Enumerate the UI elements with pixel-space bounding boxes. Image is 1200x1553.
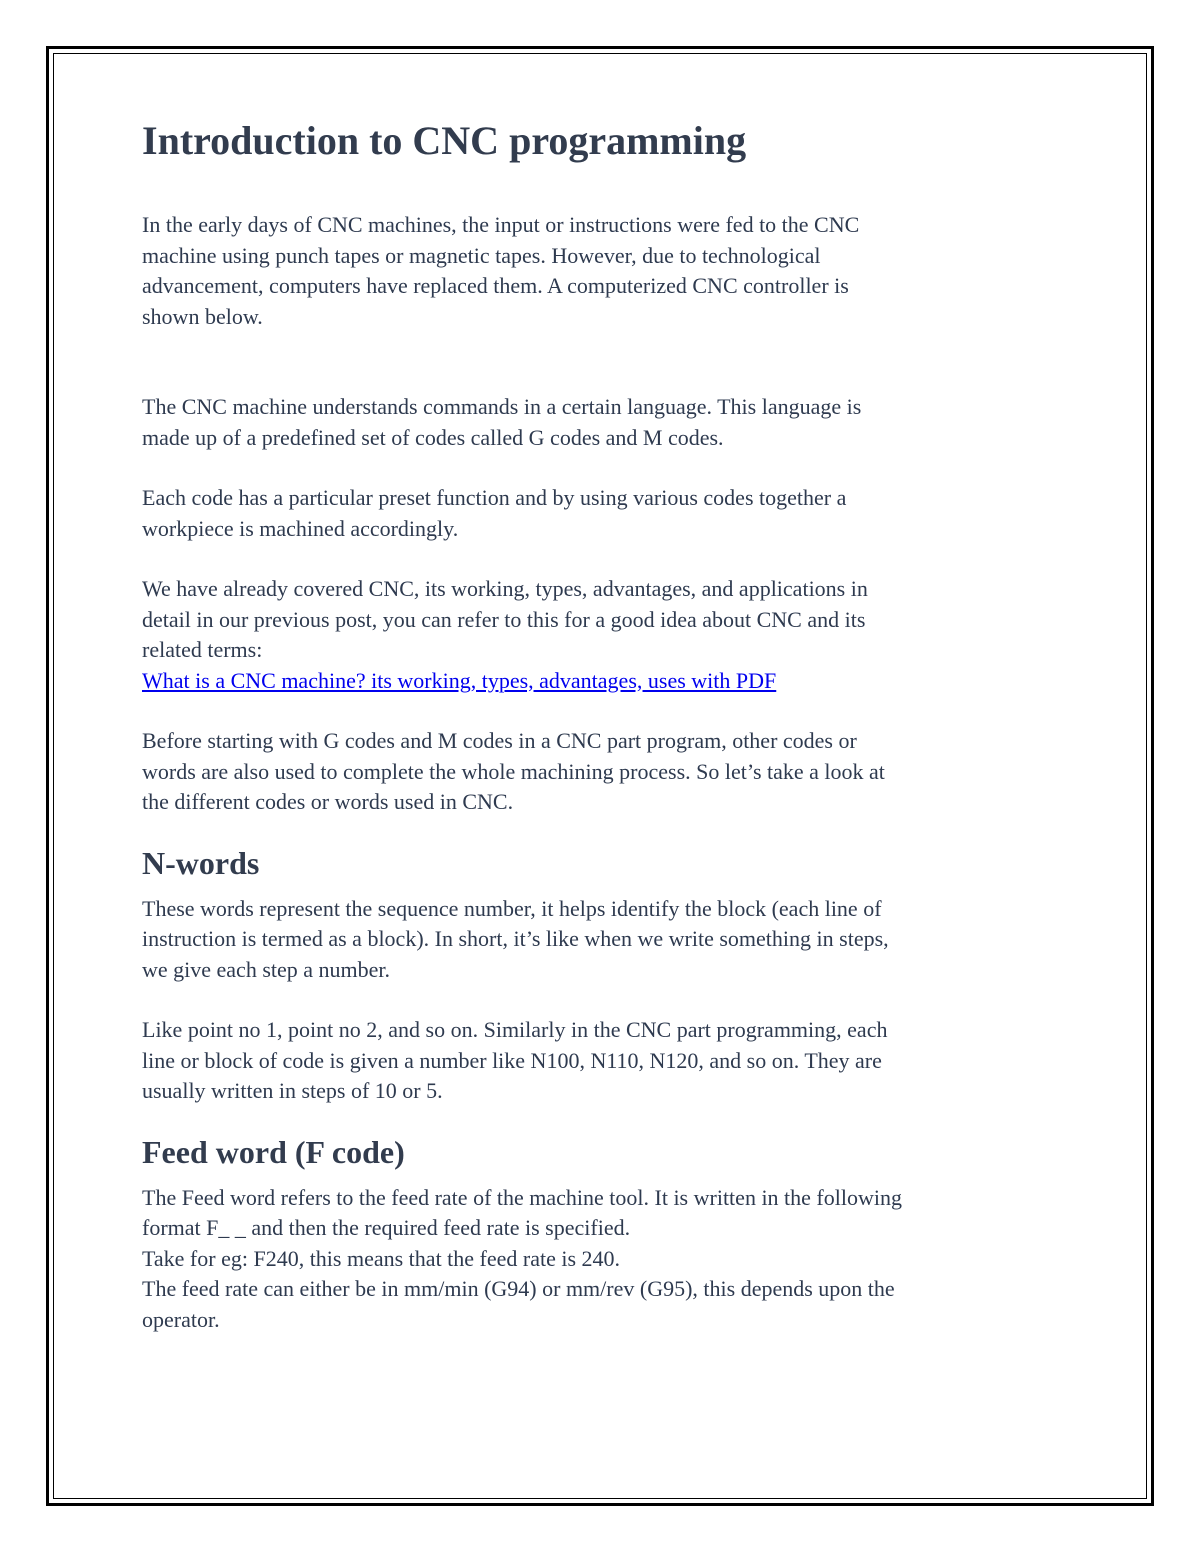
text-line: machine using punch tapes or magnetic tapes. However, due to technological: [142, 242, 821, 268]
preset-paragraph: [142, 483, 1072, 544]
text-line: line or block of code is given a number like N100, N110, N120, and so on. They are: [142, 1047, 882, 1073]
text-line: Before starting with G codes and M codes in a CNC part program, other codes or: [142, 728, 857, 753]
text-line: operator.: [142, 1306, 220, 1332]
text-line: words are also used to complete the whole machining process. So let’s take a look at: [142, 758, 885, 784]
text-line: format F_ _ and then the required feed rate is specified.: [142, 1215, 631, 1240]
cnc-machine-article-link[interactable]: What is a CNC machine? its working, types, advantages, uses with PDF: [142, 667, 777, 693]
n-words-paragraph-2: [142, 1015, 1072, 1107]
text-line: The Feed word refers to the feed rate of the machine tool. It is written in the following: [142, 1184, 902, 1210]
text-line: workpiece is machined accordingly.: [142, 515, 459, 541]
text-line: Take for eg: F240, this means that the feed rate is 240.: [142, 1245, 621, 1271]
text-line: shown below.: [142, 303, 263, 329]
text-line: we give each step a number.: [142, 956, 391, 982]
text-line: We have already covered CNC, its working, types, advantages, and applications in: [142, 576, 868, 601]
n-words-paragraph-1: [142, 894, 1072, 986]
covered-paragraph: [142, 574, 1072, 696]
text-line: related terms:: [142, 637, 263, 662]
text-line: The CNC machine understands commands in a certain language. This language is: [142, 394, 862, 419]
text-line: These words represent the sequence number, it helps identify the block (each line of: [142, 895, 882, 921]
n-words-heading: N-words: [142, 844, 260, 881]
text-line: instruction is termed as a block). In short, it’s like when we write something in steps,: [142, 926, 889, 951]
text-line: usually written in steps of 10 or 5.: [142, 1078, 443, 1103]
language-paragraph: [142, 392, 1072, 453]
text-line: Like point no 1, point no 2, and so on. Similarly in the CNC part programming, each: [142, 1017, 888, 1042]
text-line: The feed rate can either be in mm/min (G94) or mm/rev (G95), this depends upon the: [142, 1276, 895, 1301]
text-line: made up of a predefined set of codes called G codes and M codes.: [142, 424, 724, 450]
text-line: Each code has a particular preset function and by using various codes together a: [142, 485, 847, 510]
text-line: the different codes or words used in CNC.: [142, 789, 514, 814]
text-line: In the early days of CNC machines, the input or instructions were fed to the CNC: [142, 212, 860, 237]
text-line: advancement, computers have replaced them. A computerized CNC controller is: [142, 273, 849, 298]
feed-word-heading: Feed word (F code): [142, 1133, 405, 1170]
document-title: Introduction to CNC programming: [142, 118, 747, 163]
text-line: detail in our previous post, you can refer to this for a good idea about CNC and its: [142, 606, 866, 632]
feed-word-paragraph: [142, 1183, 1072, 1336]
intro-paragraph: [142, 210, 1072, 332]
document-content: [142, 112, 1072, 1335]
before-paragraph: [142, 726, 1072, 818]
